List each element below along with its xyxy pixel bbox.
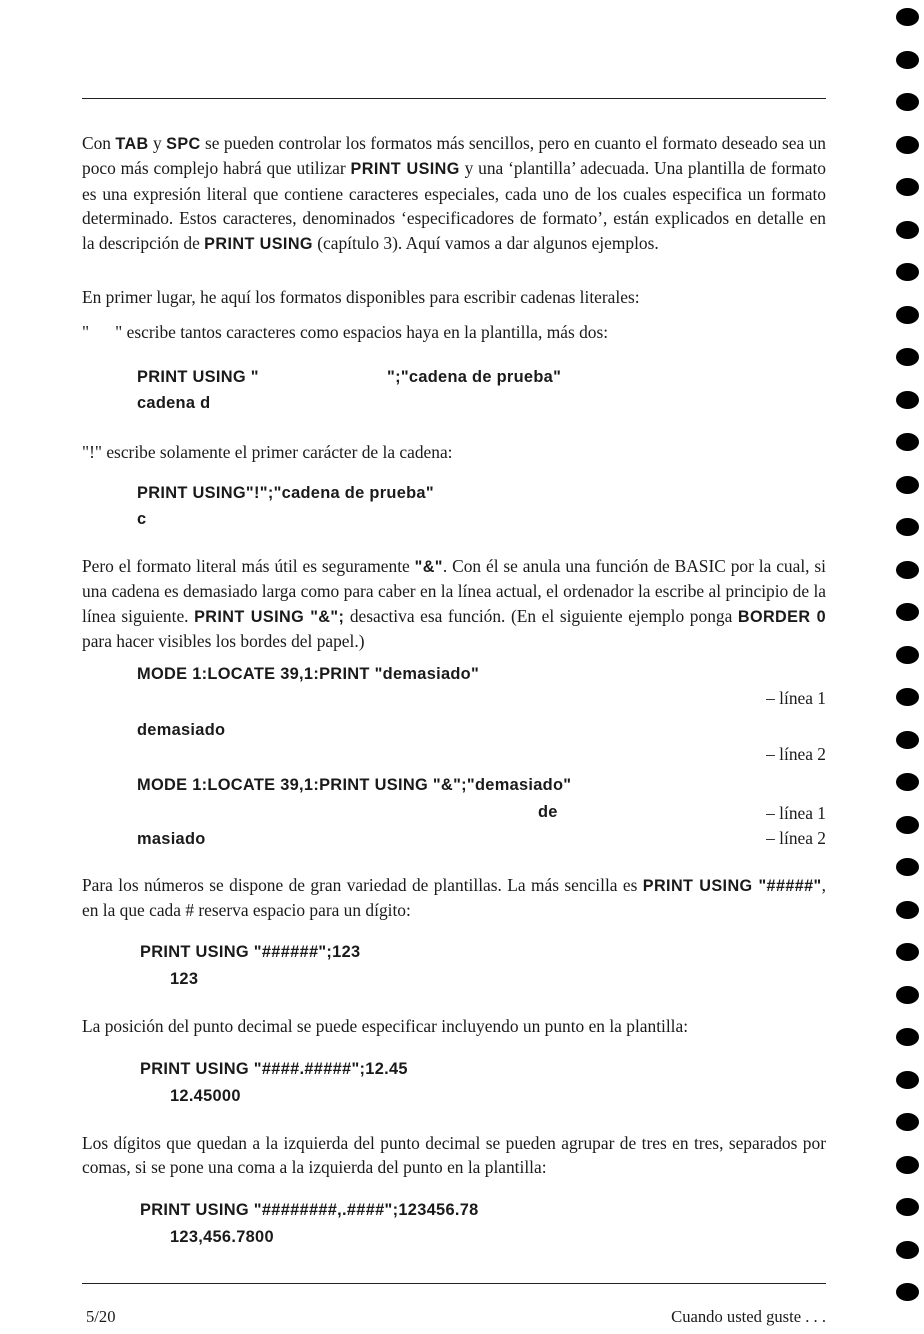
example6-command: PRINT USING "####.#####";12.45 <box>140 1060 408 1078</box>
perforation-hole <box>896 603 919 621</box>
perforation-hole <box>896 943 919 961</box>
example1-command-part-b: ";"cadena de prueba" <box>387 368 562 386</box>
decimal-point-paragraph: La posición del punto decimal se puede especificar incluyendo un punto en la plantilla: <box>82 1016 689 1036</box>
exclamation-format-description: "!" escribe solamente el primer carácter de la cadena: <box>82 442 453 462</box>
note-line-2b: – línea 2 <box>766 828 826 848</box>
example4-output-part1: de <box>538 803 558 821</box>
page-number: 5/20 <box>86 1307 116 1326</box>
perforation-hole <box>896 561 919 579</box>
example3-command: MODE 1:LOCATE 39,1:PRINT "demasiado" <box>137 665 480 683</box>
perforation-hole <box>896 221 919 239</box>
perforation-hole <box>896 1241 919 1259</box>
perforation-hole <box>896 348 919 366</box>
perforation-hole <box>896 178 919 196</box>
perforation-hole <box>896 816 919 834</box>
spaces-format-description: " " escribe tantos caracteres como espacios haya en la plantilla, más dos: <box>82 322 609 342</box>
perforation-hole <box>896 8 919 26</box>
example1-command-part-a: PRINT USING " <box>137 368 259 386</box>
ampersand-format-paragraph: Pero el formato literal más útil es seguramente "&". Con él se anula una función de BASIC por la cual, si una cadena es demasiado larga como para caber en la línea actual, el ordenador la escribe al principio de la línea siguiente. PRINT USING "&"; desactiva esa función. (En el siguiente ejemplo ponga BORDER 0 para hacer visibles los bordes del papel.) <box>82 556 826 652</box>
example4-command: MODE 1:LOCATE 39,1:PRINT USING "&";"demasiado" <box>137 776 572 794</box>
perforation-hole <box>896 51 919 69</box>
perforation-hole <box>896 476 919 494</box>
intro-paragraph: Con TAB y SPC se pueden controlar los formatos más sencillos, pero en cuanto el formato deseado sea un poco más complejo habrá que utilizar PRINT USING y una ‘plantilla’ adecuada. Una plantilla de formato es una expresión literal que contiene caracteres especiales, cada uno de los cuales especifica un formato determinado. Estos caracteres, denominados ‘especificadores de formato’, están explicados en detalle en la descripción de PRINT USING (capítulo 3). Aquí vamos a dar algunos ejemplos. <box>82 133 827 253</box>
perforation-hole <box>896 433 919 451</box>
perforation-hole <box>896 93 919 111</box>
note-line-1a: – línea 1 <box>766 688 826 708</box>
perforation-hole <box>896 391 919 409</box>
comma-grouping-paragraph: Los dígitos que quedan a la izquierda del punto decimal se pueden agrupar de tres en tres, separados por comas, si se pone una coma a la izquierda del punto en la plantilla: <box>82 1133 826 1178</box>
note-line-1b: – línea 1 <box>766 803 826 823</box>
perforation-hole <box>896 773 919 791</box>
perforation-strip <box>894 0 924 1334</box>
example7-command: PRINT USING "########,.####";123456.78 <box>140 1201 479 1219</box>
example2-command: PRINT USING"!";"cadena de prueba" <box>137 484 434 502</box>
example1-output: cadena d <box>137 394 211 412</box>
perforation-hole <box>896 1071 919 1089</box>
chapter-title: Cuando usted guste . . . <box>671 1307 826 1326</box>
perforation-hole <box>896 1156 919 1174</box>
string-formats-intro: En primer lugar, he aquí los formatos disponibles para escribir cadenas literales: <box>82 287 640 307</box>
perforation-hole <box>896 646 919 664</box>
header-rule <box>82 98 826 99</box>
perforation-hole <box>896 136 919 154</box>
perforation-hole <box>896 518 919 536</box>
perforation-hole <box>896 731 919 749</box>
perforation-hole <box>896 688 919 706</box>
example6-output: 12.45000 <box>170 1087 241 1105</box>
example3-output: demasiado <box>137 721 226 739</box>
perforation-hole <box>896 1113 919 1131</box>
numeric-formats-paragraph: Para los números se dispone de gran variedad de plantillas. La más sencilla es PRINT USING "#####", en la que cada # reserva espacio para un dígito: <box>82 875 826 921</box>
perforation-hole <box>896 306 919 324</box>
example2-output: c <box>137 510 147 528</box>
perforation-hole <box>896 901 919 919</box>
example5-command: PRINT USING "######";123 <box>140 943 361 961</box>
perforation-hole <box>896 1198 919 1216</box>
perforation-hole <box>896 858 919 876</box>
perforation-hole <box>896 1283 919 1301</box>
perforation-hole <box>896 1028 919 1046</box>
footer-rule <box>82 1283 826 1284</box>
example5-output: 123 <box>170 970 199 988</box>
perforation-hole <box>896 986 919 1004</box>
example4-output-part2: masiado <box>137 830 206 848</box>
example7-output: 123,456.7800 <box>170 1228 274 1246</box>
perforation-hole <box>896 263 919 281</box>
note-line-2a: – línea 2 <box>766 744 826 764</box>
